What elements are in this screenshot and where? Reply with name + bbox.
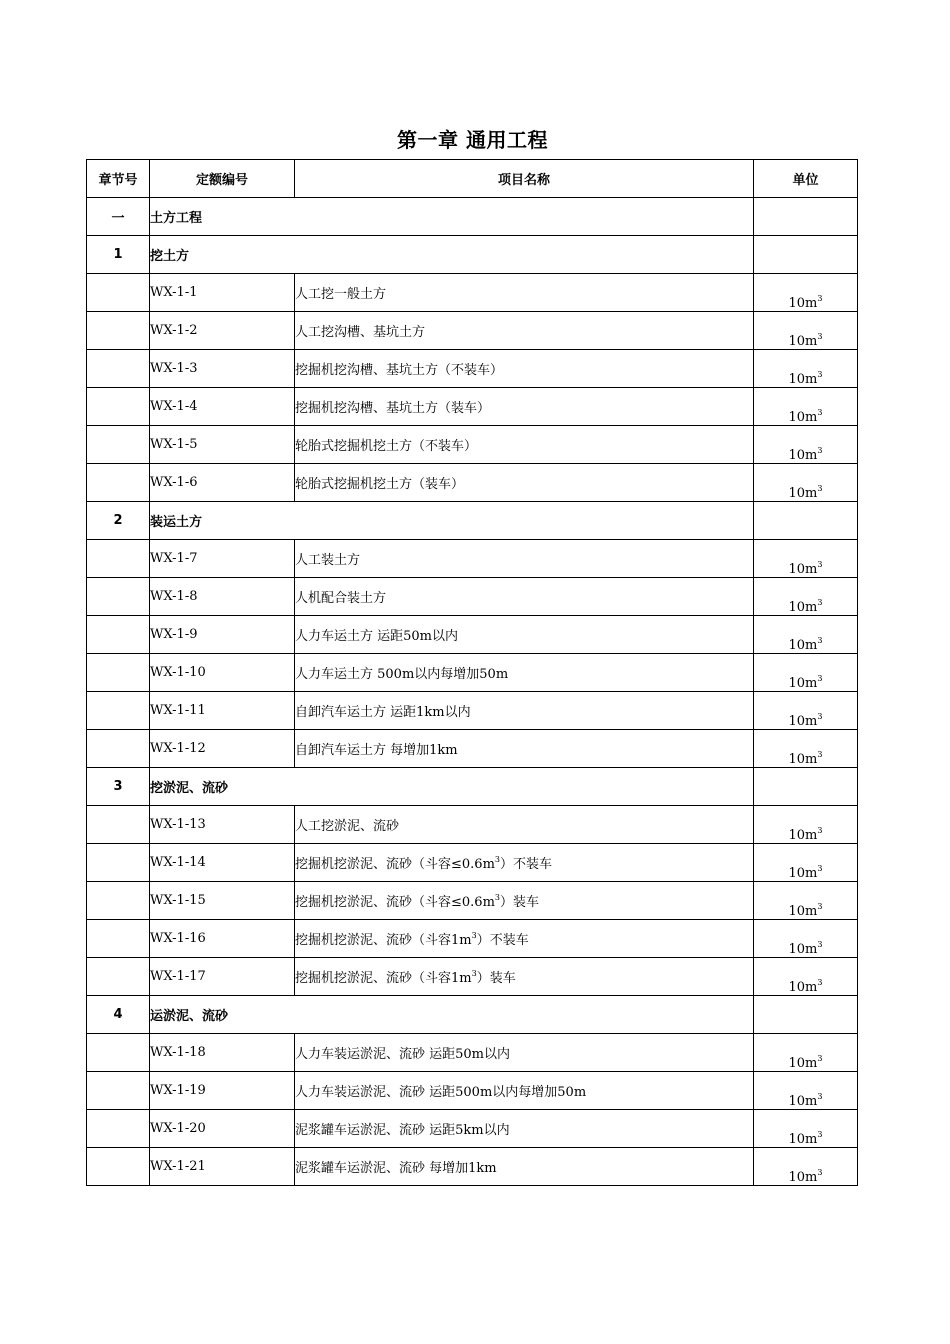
unit-base: 10m bbox=[788, 752, 818, 767]
unit-cell bbox=[754, 540, 858, 578]
item-name-text: 挖掘机挖淤泥、流砂（斗容1m bbox=[295, 971, 472, 986]
unit-base: 10m bbox=[788, 638, 818, 653]
unit-cell bbox=[754, 692, 858, 730]
unit-base: 10m bbox=[788, 296, 818, 311]
table-row bbox=[87, 730, 858, 768]
table-row bbox=[87, 1110, 858, 1148]
chapter-cell-empty bbox=[87, 616, 150, 654]
chapter-cell-empty bbox=[87, 312, 150, 350]
item-name bbox=[295, 274, 754, 312]
section-row bbox=[87, 502, 858, 540]
quota-code: WX-1-15 bbox=[150, 882, 295, 920]
quota-code: WX-1-9 bbox=[150, 616, 295, 654]
unit-superscript: 3 bbox=[817, 560, 823, 569]
unit-superscript: 3 bbox=[817, 674, 823, 683]
quota-code: WX-1-3 bbox=[150, 350, 295, 388]
quota-code: WX-1-19 bbox=[150, 1072, 295, 1110]
item-name bbox=[295, 1110, 754, 1148]
table-row bbox=[87, 1148, 858, 1186]
chapter-cell-empty bbox=[87, 350, 150, 388]
table-row bbox=[87, 920, 858, 958]
unit-cell bbox=[754, 616, 858, 654]
unit-superscript: 3 bbox=[817, 864, 823, 873]
unit-superscript: 3 bbox=[817, 408, 823, 417]
unit-cell bbox=[754, 958, 858, 996]
quota-code: WX-1-11 bbox=[150, 692, 295, 730]
section-unit-empty bbox=[754, 996, 858, 1034]
item-name-text: 挖掘机挖沟槽、基坑土方（不装车） bbox=[295, 363, 504, 378]
unit-superscript: 3 bbox=[817, 940, 823, 949]
chapter-cell-empty bbox=[87, 1148, 150, 1186]
item-name bbox=[295, 882, 754, 920]
unit-cell bbox=[754, 274, 858, 312]
item-name bbox=[295, 540, 754, 578]
section-row bbox=[87, 768, 858, 806]
page-title: 第一章 通用工程 bbox=[397, 128, 548, 152]
unit-base: 10m bbox=[788, 1056, 818, 1071]
table-row bbox=[87, 388, 858, 426]
unit-superscript: 3 bbox=[817, 1092, 823, 1101]
quota-code: WX-1-14 bbox=[150, 844, 295, 882]
unit-superscript: 3 bbox=[817, 446, 823, 455]
unit-base: 10m bbox=[788, 1132, 818, 1147]
table-row bbox=[87, 350, 858, 388]
unit-base: 10m bbox=[788, 866, 818, 881]
quota-code: WX-1-5 bbox=[150, 426, 295, 464]
item-name bbox=[295, 692, 754, 730]
chapter-cell-empty bbox=[87, 730, 150, 768]
chapter-cell-empty bbox=[87, 1034, 150, 1072]
section-row bbox=[87, 996, 858, 1034]
table-row bbox=[87, 464, 858, 502]
item-name-text: 泥浆罐车运淤泥、流砂 运距5km以内 bbox=[295, 1123, 510, 1138]
item-name bbox=[295, 1072, 754, 1110]
item-name bbox=[295, 426, 754, 464]
header-name: 项目名称 bbox=[295, 160, 754, 198]
chapter-cell-empty bbox=[87, 540, 150, 578]
section-unit-empty bbox=[754, 198, 858, 236]
unit-cell bbox=[754, 730, 858, 768]
unit-base: 10m bbox=[788, 676, 818, 691]
section-row bbox=[87, 236, 858, 274]
unit-base: 10m bbox=[788, 448, 818, 463]
unit-cell bbox=[754, 388, 858, 426]
item-name bbox=[295, 578, 754, 616]
unit-base: 10m bbox=[788, 372, 818, 387]
chapter-cell-empty bbox=[87, 920, 150, 958]
item-name-text: 人力车运土方 500m以内每增加50m bbox=[295, 667, 509, 682]
item-name-text: 挖掘机挖淤泥、流砂（斗容≤0.6m bbox=[295, 895, 495, 910]
section-unit-empty bbox=[754, 502, 858, 540]
header-unit: 单位 bbox=[754, 160, 858, 198]
section-title: 挖土方 bbox=[150, 236, 754, 274]
item-name bbox=[295, 1148, 754, 1186]
unit-base: 10m bbox=[788, 1094, 818, 1109]
quota-code: WX-1-6 bbox=[150, 464, 295, 502]
chapter-cell-empty bbox=[87, 806, 150, 844]
item-name-text: 轮胎式挖掘机挖土方（装车） bbox=[295, 477, 465, 492]
section-unit-empty bbox=[754, 236, 858, 274]
chapter-cell-empty bbox=[87, 1110, 150, 1148]
section-number: 1 bbox=[87, 236, 150, 274]
unit-superscript: 3 bbox=[817, 370, 823, 379]
item-name bbox=[295, 464, 754, 502]
table-row bbox=[87, 844, 858, 882]
unit-cell bbox=[754, 1072, 858, 1110]
section-number: 4 bbox=[87, 996, 150, 1034]
unit-superscript: 3 bbox=[817, 1130, 823, 1139]
unit-superscript: 3 bbox=[817, 294, 823, 303]
item-name bbox=[295, 730, 754, 768]
item-name-text: 人力车装运淤泥、流砂 运距50m以内 bbox=[295, 1047, 511, 1062]
unit-base: 10m bbox=[788, 828, 818, 843]
item-name-superscript: 3 bbox=[494, 855, 500, 864]
quota-code: WX-1-20 bbox=[150, 1110, 295, 1148]
unit-cell bbox=[754, 1148, 858, 1186]
unit-superscript: 3 bbox=[817, 598, 823, 607]
chapter-cell-empty bbox=[87, 578, 150, 616]
unit-base: 10m bbox=[788, 600, 818, 615]
table-row bbox=[87, 692, 858, 730]
item-name bbox=[295, 312, 754, 350]
unit-cell bbox=[754, 920, 858, 958]
unit-superscript: 3 bbox=[817, 902, 823, 911]
table-row bbox=[87, 426, 858, 464]
header-code: 定额编号 bbox=[150, 160, 295, 198]
unit-superscript: 3 bbox=[817, 484, 823, 493]
table-row bbox=[87, 1072, 858, 1110]
item-name bbox=[295, 388, 754, 426]
unit-cell bbox=[754, 312, 858, 350]
unit-base: 10m bbox=[788, 1170, 818, 1185]
unit-base: 10m bbox=[788, 942, 818, 957]
item-name bbox=[295, 350, 754, 388]
table-row bbox=[87, 578, 858, 616]
item-name bbox=[295, 654, 754, 692]
chapter-cell-empty bbox=[87, 958, 150, 996]
unit-cell bbox=[754, 844, 858, 882]
table-row bbox=[87, 882, 858, 920]
table-row bbox=[87, 312, 858, 350]
item-name-text: 泥浆罐车运淤泥、流砂 每增加1km bbox=[295, 1161, 497, 1176]
item-name-suffix: ）装车 bbox=[476, 971, 516, 986]
unit-cell bbox=[754, 350, 858, 388]
unit-cell bbox=[754, 806, 858, 844]
item-name-text: 挖掘机挖淤泥、流砂（斗容1m bbox=[295, 933, 472, 948]
table-row bbox=[87, 654, 858, 692]
section-title: 装运土方 bbox=[150, 502, 754, 540]
quota-code: WX-1-18 bbox=[150, 1034, 295, 1072]
item-name-text: 人工挖沟槽、基坑土方 bbox=[295, 325, 426, 340]
item-name-text: 人机配合装土方 bbox=[295, 591, 387, 606]
chapter-cell-empty bbox=[87, 464, 150, 502]
unit-base: 10m bbox=[788, 486, 818, 501]
table-row bbox=[87, 1034, 858, 1072]
unit-superscript: 3 bbox=[817, 1168, 823, 1177]
item-name-text: 人力车运土方 运距50m以内 bbox=[295, 629, 459, 644]
unit-base: 10m bbox=[788, 714, 818, 729]
unit-cell bbox=[754, 578, 858, 616]
section-number: 3 bbox=[87, 768, 150, 806]
item-name bbox=[295, 806, 754, 844]
item-name-text: 人工挖淤泥、流砂 bbox=[295, 819, 400, 834]
item-name bbox=[295, 1034, 754, 1072]
chapter-cell-empty bbox=[87, 654, 150, 692]
unit-base: 10m bbox=[788, 410, 818, 425]
quota-code: WX-1-1 bbox=[150, 274, 295, 312]
item-name-text: 自卸汽车运土方 每增加1km bbox=[295, 743, 458, 758]
item-name-text: 人力车装运淤泥、流砂 运距500m以内每增加50m bbox=[295, 1085, 587, 1100]
unit-cell bbox=[754, 426, 858, 464]
unit-cell bbox=[754, 654, 858, 692]
unit-cell bbox=[754, 1034, 858, 1072]
quota-code: WX-1-21 bbox=[150, 1148, 295, 1186]
table-row bbox=[87, 616, 858, 654]
section-title: 运淤泥、流砂 bbox=[150, 996, 754, 1034]
quota-code: WX-1-2 bbox=[150, 312, 295, 350]
table-header-row bbox=[87, 160, 858, 198]
table-row bbox=[87, 540, 858, 578]
item-name-superscript: 3 bbox=[494, 893, 500, 902]
quota-code: WX-1-16 bbox=[150, 920, 295, 958]
chapter-cell-empty bbox=[87, 882, 150, 920]
item-name-superscript: 3 bbox=[471, 931, 477, 940]
section-row bbox=[87, 198, 858, 236]
unit-superscript: 3 bbox=[817, 978, 823, 987]
quota-code: WX-1-4 bbox=[150, 388, 295, 426]
section-title: 挖淤泥、流砂 bbox=[150, 768, 754, 806]
item-name bbox=[295, 616, 754, 654]
chapter-cell-empty bbox=[87, 844, 150, 882]
item-name-superscript: 3 bbox=[471, 969, 477, 978]
item-name-text: 轮胎式挖掘机挖土方（不装车） bbox=[295, 439, 478, 454]
header-chapter: 章节号 bbox=[87, 160, 150, 198]
item-name-suffix: ）不装车 bbox=[500, 857, 553, 872]
unit-superscript: 3 bbox=[817, 712, 823, 721]
unit-superscript: 3 bbox=[817, 750, 823, 759]
section-unit-empty bbox=[754, 768, 858, 806]
quota-code: WX-1-10 bbox=[150, 654, 295, 692]
table-body bbox=[87, 198, 858, 1186]
item-name bbox=[295, 958, 754, 996]
item-name-suffix: ）不装车 bbox=[476, 933, 529, 948]
quota-code: WX-1-13 bbox=[150, 806, 295, 844]
unit-cell bbox=[754, 882, 858, 920]
chapter-cell-empty bbox=[87, 274, 150, 312]
unit-superscript: 3 bbox=[817, 636, 823, 645]
item-name-text: 挖掘机挖沟槽、基坑土方（装车） bbox=[295, 401, 491, 416]
unit-cell bbox=[754, 1110, 858, 1148]
quota-code: WX-1-7 bbox=[150, 540, 295, 578]
table-row bbox=[87, 958, 858, 996]
section-number: 2 bbox=[87, 502, 150, 540]
chapter-cell-empty bbox=[87, 692, 150, 730]
item-name-text: 人工挖一般土方 bbox=[295, 287, 387, 302]
item-name-text: 人工装土方 bbox=[295, 553, 361, 568]
unit-superscript: 3 bbox=[817, 1054, 823, 1063]
unit-base: 10m bbox=[788, 904, 818, 919]
quota-code: WX-1-12 bbox=[150, 730, 295, 768]
unit-base: 10m bbox=[788, 562, 818, 577]
table-row bbox=[87, 274, 858, 312]
unit-superscript: 3 bbox=[817, 826, 823, 835]
quota-code: WX-1-17 bbox=[150, 958, 295, 996]
table-row bbox=[87, 806, 858, 844]
unit-cell bbox=[754, 464, 858, 502]
quota-table bbox=[86, 159, 858, 1186]
item-name-text: 自卸汽车运土方 运距1km以内 bbox=[295, 705, 471, 720]
item-name bbox=[295, 920, 754, 958]
item-name bbox=[295, 844, 754, 882]
section-title: 土方工程 bbox=[150, 198, 754, 236]
quota-code: WX-1-8 bbox=[150, 578, 295, 616]
chapter-cell-empty bbox=[87, 1072, 150, 1110]
item-name-text: 挖掘机挖淤泥、流砂（斗容≤0.6m bbox=[295, 857, 495, 872]
section-number: 一 bbox=[87, 198, 150, 236]
item-name-suffix: ）装车 bbox=[500, 895, 540, 910]
chapter-cell-empty bbox=[87, 388, 150, 426]
unit-superscript: 3 bbox=[817, 332, 823, 341]
unit-base: 10m bbox=[788, 980, 818, 995]
chapter-cell-empty bbox=[87, 426, 150, 464]
unit-base: 10m bbox=[788, 334, 818, 349]
